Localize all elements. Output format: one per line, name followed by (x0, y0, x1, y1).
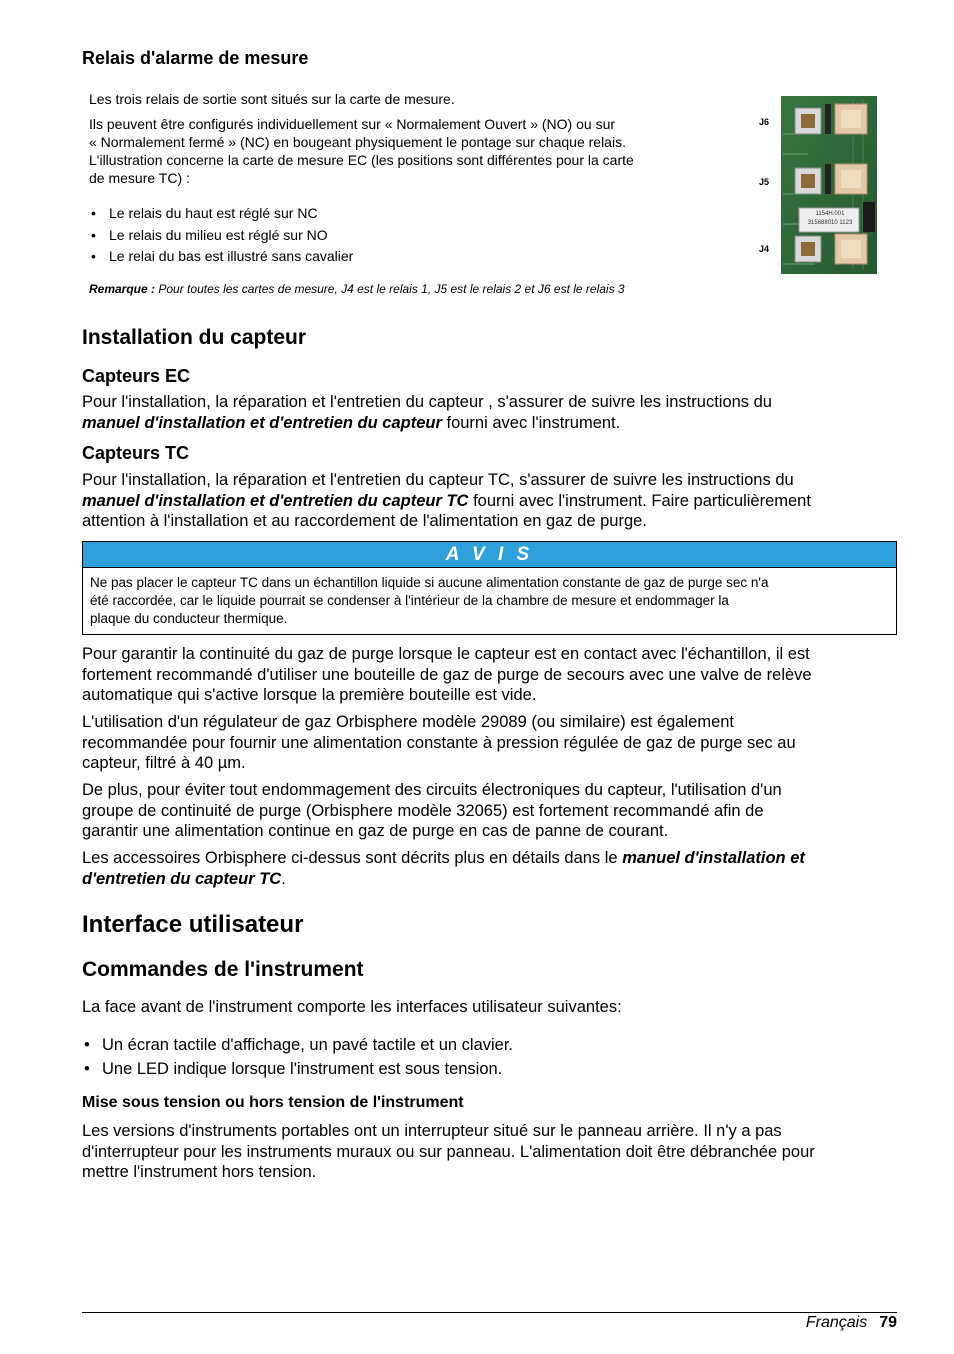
avis-text (83, 568, 896, 628)
list-item: • Le relai du bas est illustré sans cavalier (89, 246, 729, 268)
list-item: • Un écran tactile d'affichage, un pavé tactile et un clavier. (82, 1033, 897, 1057)
footer-divider (82, 1312, 897, 1313)
note-label: Remarque : (89, 282, 156, 296)
commandes-bullet-list (82, 1033, 897, 1081)
text-line: mettre l'instrument hors tension. (82, 1163, 317, 1181)
text-line: L'utilisation d'un régulateur de gaz Orbisphere modèle 29089 (ou similaire) est également (82, 713, 735, 731)
text-line: De plus, pour éviter tout endommagement des circuits électroniques du capteur, l'utilisation d'un (82, 781, 782, 799)
list-item: • Une LED indique lorsque l'instrument est sous tension. (82, 1057, 897, 1081)
note-text: Pour toutes les cartes de mesure, J4 est le relais 1, J5 est le relais 2 et J6 est le relais 3 (158, 282, 625, 296)
circuit-board-photo (753, 94, 879, 274)
relais-note (89, 281, 809, 297)
power-paragraph (82, 1121, 897, 1183)
commandes-heading: Commandes de l'instrument (82, 958, 364, 981)
page-number: 79 (879, 1314, 897, 1331)
manual-reference: manuel d'installation et (622, 849, 805, 867)
commandes-intro: La face avant de l'instrument comporte les interfaces utilisateur suivantes: (82, 998, 622, 1016)
board-sticker (802, 210, 858, 228)
installation-heading: Installation du capteur (82, 326, 307, 349)
regulateur-paragraph (82, 712, 897, 774)
list-item: • Le relais du haut est réglé sur NC (89, 203, 729, 225)
text-line: Ne pas placer le capteur TC dans un échantillon liquide si aucune alimentation constante de gaz de purge sec n'a (90, 575, 769, 590)
text-fragment: fourni avec l'instrument. (441, 413, 621, 432)
list-item: • Le relais du milieu est réglé sur NO (89, 225, 729, 247)
interface-heading: Interface utilisateur (82, 911, 304, 938)
text-line: Pour garantir la continuité du gaz de purge lorsque le capteur est en contact avec l'échantillon, il est (82, 645, 810, 663)
text-line: recommandée pour fournir une alimentation constante à pression régulée de gaz de purge sec au (82, 733, 796, 752)
page-footer (806, 1313, 897, 1333)
capteurs-tc-paragraph (82, 470, 897, 532)
board-label-j4: J4 (759, 244, 770, 254)
avis-title: A V I S (83, 542, 896, 568)
relais-config-line: « Normalement fermé » (NC) en bougeant physiquement le pontage sur chaque relais. (89, 134, 626, 150)
avis-notice-box (82, 541, 897, 635)
text-line: Les versions d'instruments portables ont un interrupteur situé sur le panneau arrière. Il n'y a pas (82, 1122, 782, 1140)
capteurs-ec-paragraph (82, 392, 897, 433)
relais-config-line: de mesure TC) : (89, 170, 190, 186)
text-fragment: Les accessoires Orbisphere ci-dessus sont décrits plus en détails dans le (82, 849, 623, 867)
sticker-line: 1154H.001 (815, 211, 845, 217)
text-line (82, 413, 897, 434)
text-line (82, 869, 897, 890)
capteurs-tc-heading: Capteurs TC (82, 443, 190, 463)
purge-paragraph (82, 644, 897, 706)
text-line: d'interrupteur pour les instruments muraux ou sur panneau. L'alimentation doit être débranchée pour (82, 1142, 815, 1161)
manual-reference: d'entretien du capteur TC (82, 869, 282, 888)
capteurs-ec-heading: Capteurs EC (82, 366, 191, 386)
text-line (82, 491, 897, 512)
text-fragment: fourni avec l'instrument. Faire particulièrement (468, 491, 811, 510)
relais-config-line: Ils peuvent être configurés individuellement sur « Normalement Ouvert » (NO) ou sur (89, 116, 616, 132)
text-line (82, 848, 897, 869)
text-line: groupe de continuité de purge (Orbisphere modèle 32065) est fortement recommandé afin de (82, 801, 764, 820)
sticker-line: 315688010 1123 (807, 220, 853, 226)
accessoires-paragraph (82, 848, 897, 889)
text-line: attention à l'installation et au raccordement de l'alimentation en gaz de purge. (82, 512, 647, 530)
manual-reference: manuel d'installation et d'entretien du capteur (82, 413, 442, 432)
relais-heading: Relais d'alarme de mesure (82, 48, 309, 68)
text-line: été raccordée, car le liquide pourrait se condenser à l'intérieur de la chambre de mesure et endommager la (90, 593, 729, 608)
text-fragment: . (281, 869, 286, 888)
text-line: Pour l'installation, la réparation et l'entretien du capteur , s'assurer de suivre les instructions du (82, 393, 772, 411)
manual-reference: manuel d'installation et d'entretien du capteur TC (82, 491, 469, 510)
board-label-j6: J6 (759, 117, 770, 127)
relay-board-illustration (753, 94, 879, 274)
power-heading: Mise sous tension ou hors tension de l'instrument (82, 1094, 464, 1111)
text-line: garantir une alimentation continue en gaz de purge en cas de panne de courant. (82, 822, 669, 840)
relais-config-paragraph (89, 115, 749, 187)
text-line: capteur, filtré à 40 µm. (82, 754, 246, 772)
text-line: Pour l'installation, la réparation et l'entretien du capteur TC, s'assurer de suivre les instructions du (82, 471, 794, 489)
board-label-j5: J5 (759, 177, 770, 187)
relais-bullet-list (89, 203, 729, 268)
text-line: plaque du conducteur thermique. (90, 611, 288, 626)
footer-language: Français (805, 1314, 868, 1331)
text-line: fortement recommandé d'utiliser une bouteille de gaz de purge de secours avec une valve de relève (82, 665, 812, 684)
groupe-paragraph (82, 780, 897, 842)
relais-config-line: L'illustration concerne la carte de mesure EC (les positions sont différentes pour la carte (89, 152, 634, 168)
relais-intro: Les trois relais de sortie sont situés sur la carte de mesure. (89, 91, 455, 107)
text-line: automatique qui s'active lorsque la première bouteille est vide. (82, 686, 537, 704)
